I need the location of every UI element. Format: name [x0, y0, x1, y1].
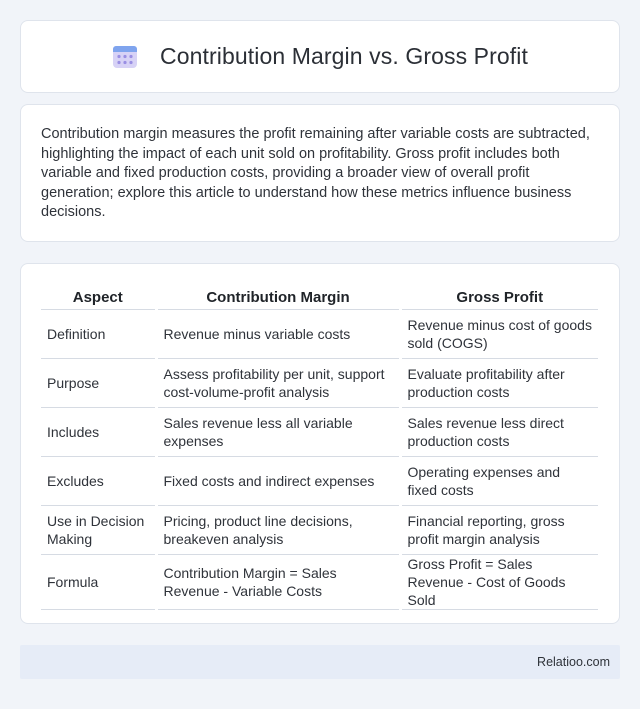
intro-card: [20, 104, 620, 242]
footer: [20, 645, 620, 679]
table-row: [41, 554, 598, 609]
table-row: [41, 456, 598, 505]
contribution-margin-cell: Revenue minus variable costs: [156, 309, 400, 358]
contribution-margin-cell: Sales revenue less all variable expenses: [156, 407, 400, 456]
calendar-icon: [112, 44, 138, 70]
gross-profit-cell: Sales revenue less direct production costs: [400, 407, 598, 456]
intro-paragraph: Contribution margin measures the profit remaining after variable costs are subtracted, highlighting the impact of each unit sold on profitability. Gross profit includes both variable and fixed production costs, providing a broader view of overall profit generation; explore this article to understand how these metrics influence business decisions.: [41, 126, 590, 220]
contribution-margin-cell: Pricing, product line decisions, breakeven analysis: [156, 505, 400, 554]
comparison-table: [41, 285, 598, 610]
aspect-cell: Formula: [41, 554, 156, 609]
header-contribution-margin: Contribution Margin: [156, 285, 400, 309]
contribution-margin-cell: Fixed costs and indirect expenses: [156, 456, 400, 505]
title-card: [20, 20, 620, 93]
comparison-card: [20, 263, 620, 624]
gross-profit-cell: Financial reporting, gross profit margin analysis: [400, 505, 598, 554]
aspect-cell: Includes: [41, 407, 156, 456]
gross-profit-cell: Gross Profit = Sales Revenue - Cost of Goods Sold: [400, 554, 598, 609]
header-aspect: Aspect: [41, 285, 156, 309]
aspect-cell: Definition: [41, 309, 156, 358]
header-gross-profit: Gross Profit: [400, 285, 598, 309]
gross-profit-cell: Operating expenses and fixed costs: [400, 456, 598, 505]
table-row: [41, 407, 598, 456]
contribution-margin-cell: Contribution Margin = Sales Revenue - Variable Costs: [156, 554, 400, 609]
gross-profit-cell: Evaluate profitability after production costs: [400, 358, 598, 407]
page-title: Contribution Margin vs. Gross Profit: [160, 43, 528, 69]
table-row: [41, 358, 598, 407]
footer-brand: Relatioo.com: [537, 655, 610, 669]
aspect-cell: Excludes: [41, 456, 156, 505]
table-row: [41, 309, 598, 358]
table-row: [41, 505, 598, 554]
aspect-cell: Purpose: [41, 358, 156, 407]
table-header-row: [41, 285, 598, 309]
aspect-cell: Use in Decision Making: [41, 505, 156, 554]
gross-profit-cell: Revenue minus cost of goods sold (COGS): [400, 309, 598, 358]
contribution-margin-cell: Assess profitability per unit, support cost-volume-profit analysis: [156, 358, 400, 407]
